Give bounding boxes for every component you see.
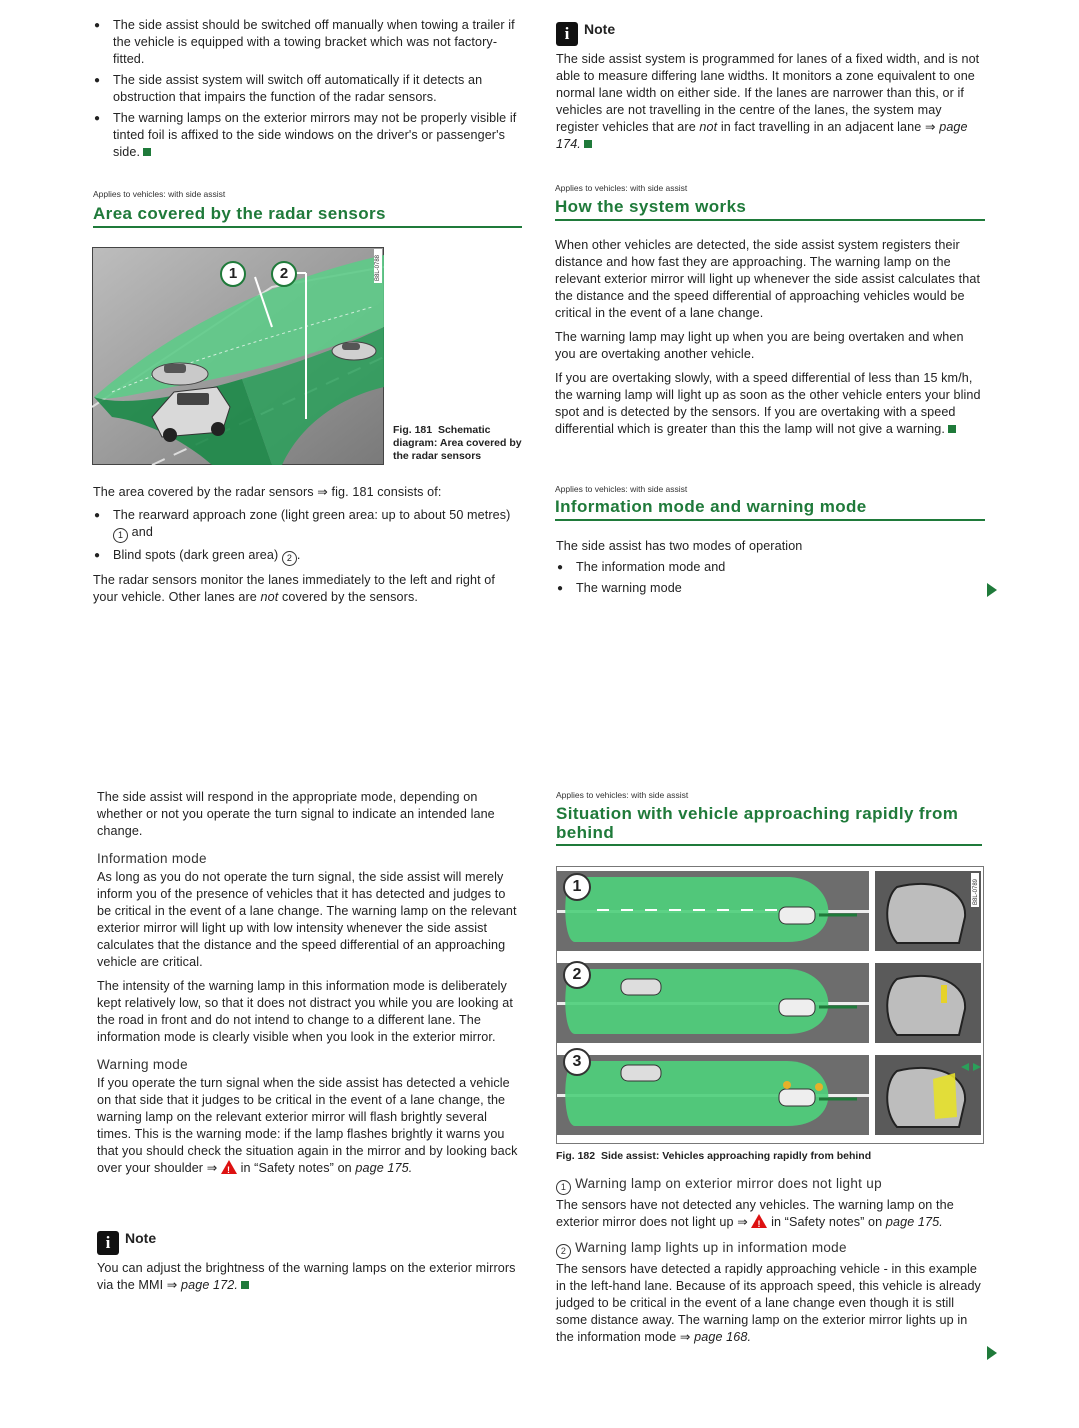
- list-item: ● The warning mode: [556, 580, 986, 597]
- figure-code: B8L-0789: [973, 878, 979, 905]
- page-link[interactable]: page 175.: [885, 1215, 943, 1229]
- area-paragraph: The radar sensors monitor the lanes immediately to the left and right of your vehicle. Other lanes are not covered by the sensors.: [93, 573, 496, 604]
- subheading-information-mode: 2 Warning lamp lights up in information mode: [556, 1239, 982, 1259]
- list-item: ● The side assist system will switch off automatically if it detects an obstruction that impairs the function of the radar sensors.: [93, 72, 523, 106]
- list-item: ● The information mode and: [556, 559, 986, 576]
- end-marker-icon: [584, 140, 592, 148]
- applies-label: Applies to vehicles: with side assist: [93, 189, 226, 199]
- warning-icon: [221, 1160, 237, 1174]
- panel-callout: 3: [563, 1048, 591, 1076]
- warning-icon: [751, 1214, 767, 1228]
- info-icon: i: [556, 22, 578, 46]
- end-marker-icon: [241, 1281, 249, 1289]
- section-heading-modes: Information mode and warning mode: [555, 497, 985, 521]
- note-header: [97, 1230, 156, 1255]
- continue-arrow-icon: [987, 1346, 997, 1360]
- figure-182: [556, 866, 984, 1144]
- list-item: ● Blind spots (dark green area) 2 .: [93, 547, 523, 566]
- subheading-warning-mode: Warning mode: [97, 1057, 188, 1072]
- subheading-information-mode: Information mode: [97, 851, 207, 866]
- page-link[interactable]: page 175.: [355, 1161, 413, 1175]
- continue-arrow-icon: [987, 583, 997, 597]
- note-title: Note: [584, 21, 616, 37]
- how-text: [555, 237, 987, 438]
- callout-2-icon: 2: [556, 1244, 571, 1259]
- section-heading-area: Area covered by the radar sensors: [93, 204, 522, 228]
- callout-1-icon: 1: [556, 1180, 571, 1195]
- list-item: ● The warning lamps on the exterior mirrors may not be properly visible if tinted foil is affixed to the side windows on the driver's or passenger's side.: [93, 110, 523, 161]
- end-marker-icon: [143, 148, 151, 156]
- how-paragraph: The warning lamp may light up when you are being overtaken and when you are overtaking another vehicle.: [555, 330, 964, 361]
- info-icon: i: [97, 1231, 119, 1255]
- callout-2-icon: 2: [282, 551, 297, 566]
- modes-intro: The side assist has two modes of operation ● The information mode and ● The warning mode: [556, 538, 986, 597]
- end-marker-icon: [948, 425, 956, 433]
- subheading-no-warning: 1 Warning lamp on exterior mirror does not light up: [556, 1175, 982, 1195]
- note-header: [556, 21, 615, 46]
- intro-bullets: [93, 17, 523, 161]
- list-item: ● The rearward approach zone (light green area: up to about 50 metres) 1 and: [93, 507, 523, 543]
- note-text: The side assist system is programmed for lanes of a fixed width, and is not able to measure differing lane widths. It monitors a zone equivalent to one normal lane width on either side. If the lanes are narrower than this, or if vehicles are not travelling in the centre of the lanes, the system may register vehicles that are not in fact travelling in an adjacent lane ⇒ page 174.: [556, 52, 980, 151]
- how-paragraph: If you are overtaking slowly, with a speed differential of less than 15 km/h, the warning lamp will light up as soon as the other vehicle enters your blind spot and is detected by the sensors. If you are overtaking with a speed differential which is greater than this the lamp will not give a warning.: [555, 371, 981, 436]
- applies-label: Applies to vehicles: with side assist: [555, 484, 688, 494]
- page-link[interactable]: page 168.: [694, 1330, 752, 1344]
- callout-1-icon: 1: [113, 528, 128, 543]
- area-intro: The area covered by the radar sensors ⇒ fig. 181 consists of:: [93, 485, 442, 499]
- figure-181: [92, 247, 384, 465]
- how-paragraph: When other vehicles are detected, the side assist system registers their distance and how fast they are approaching. The warning lamp on the relevant exterior mirror will light up whenever the side assist calculates that the distance and the speed differential of approaching vehicles would be critical in the event of a lane change.: [555, 238, 981, 320]
- figure-caption-182: Fig. 182 Side assist: Vehicles approaching rapidly from behind: [556, 1150, 872, 1162]
- panel-callout: 2: [563, 961, 591, 989]
- panel-callout: 1: [563, 873, 591, 901]
- callout-2: 2: [271, 261, 297, 287]
- approach-scenario-illustration: [557, 867, 983, 1143]
- section-heading-rapid: Situation with vehicle approaching rapidly from behind: [556, 804, 982, 846]
- rapid-description: 1 Warning lamp on exterior mirror does not light up The sensors have not detected any vehicles. The warning lamp on the exterior mirror does not light up ⇒ ! in “Safety notes” on page 175. 2 Warning lamp lights up in information mode The sensors have detected a rapidly approaching vehicle - in this example in the left-hand lane. Because of its approach speed, this vehicle is already judged to be critical in the event of a lane change even though it is still some distance away. The warning lamp on the exterior mirror lights up in the information mode ⇒ page 168.: [556, 1175, 982, 1346]
- applies-label: Applies to vehicles: with side assist: [556, 790, 689, 800]
- note-text: You can adjust the brightness of the warning lamps on the exterior mirrors via the MMI ⇒ page 172.: [97, 1261, 516, 1292]
- page-link[interactable]: page 174.: [556, 120, 968, 151]
- area-description: [93, 484, 523, 606]
- figure-code: B8L-0788: [375, 254, 381, 281]
- modes-description: The side assist will respond in the appropriate mode, depending on whether or not you operate the turn signal to indicate an intended lane change. Information mode As long as you do not operate the turn signal, the side assist will merely inform you of the presence of vehicles that it has detected and judges to be critical in the event of a lane change. The warning lamp on the relevant exterior mirror will light up with low intensity whenever the side assist calculates that the distance and the speed differential of an approaching vehicle are critical. The intensity of the warning lamp in this information mode is deliberately kept relatively low, so that it does not distract you while you are looking at the road in front and do not intend to change to a different lane. The information mode is clearly visible when you look in the exterior mirror. Warning mode If you operate the turn signal when the side assist has detected a vehicle on that side that it judges to be critical in the event of a lane change, the warning lamp on the relevant exterior mirror will flash brightly several times. This is the warning mode: if the lamp flashes brightly it warns you that you should check the situation again in the mirror and by looking back over your shoulder ⇒ ! in “Safety notes” on page 175.: [97, 789, 523, 1177]
- note-title: Note: [125, 1230, 157, 1246]
- applies-label: Applies to vehicles: with side assist: [555, 183, 688, 193]
- list-item: ● The side assist should be switched off manually when towing a trailer if the vehicle is equipped with a towing bracket which was not factory-fitted.: [93, 17, 523, 68]
- section-heading-how: How the system works: [555, 197, 985, 221]
- figure-caption-181: Fig. 181 Schematic diagram: Area covered by the radar sensors: [393, 424, 522, 462]
- callout-1: 1: [220, 261, 246, 287]
- page-link[interactable]: page 172.: [181, 1278, 238, 1292]
